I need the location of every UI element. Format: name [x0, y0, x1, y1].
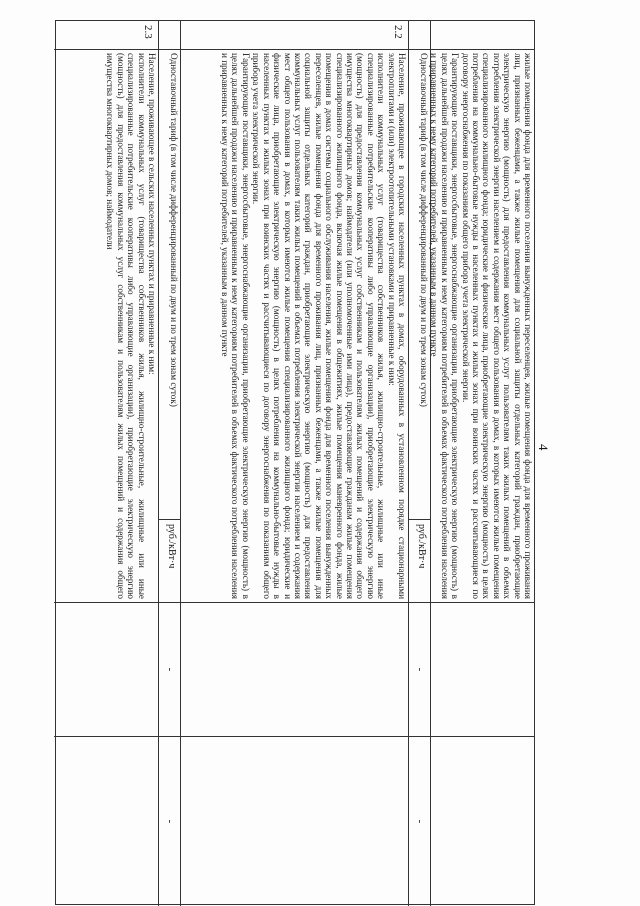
page-number: 4: [536, 444, 551, 451]
row-number-empty: [409, 21, 430, 49]
value-cell-1: [431, 602, 534, 736]
value-cell-1: [181, 602, 408, 736]
value-cell-1: [54, 602, 158, 736]
value-cell-2: [431, 736, 534, 906]
value-2: -: [409, 736, 430, 906]
paragraph: Гарантирующие поставщики, энергосбытовые, энергоснабжающие организации, приобретающие электрическую энергию (мощность) в целях дальнейшей продажи населению и приравненным к нему категориям потребителей в объемах фактического потребления населения и приравненных к нему категорий потребителей, указанным в данном пункте: [220, 53, 251, 599]
row-description: [431, 49, 534, 602]
row-number: [431, 21, 534, 49]
paragraph: Население, проживающее в городских населенных пунктах в домах, оборудованных в установленном порядке стационарными электроплитами и (или) электроотопительными установками и приравненные к ним:: [386, 53, 407, 599]
paragraph: Гарантирующие поставщики, энергосбытовые, энергоснабжающие организации, приобретающие электрическую энергию (мощность) в целях дальнейшей продажи населению и приравненным к нему категориям потребителей в объемах фактического потребления населения и приравненных к нему категорий потребителей, указанным в данном пункте: [429, 53, 461, 599]
row-description: [54, 49, 158, 602]
paragraph: исполнители коммунальных услуг (товарищества собственников жилья, жилищно-строительные, жилищные или иные специализированные потребительские кооперативы либо управляющие организации), приобретающие электрическую энергию (мощность) для предоставления коммунальных услуг собственникам и пользователям жилых помещений и содержания общего имущества многоквартирных домов; наймодатели (или уполномоченные ими лица), предоставляющие гражданам жилые помещения специализированного жилищного фонда, включая жилые помещения в общежитиях, жилые помещения маневренного фонда, жилые помещения в домах системы социального обслуживания населения, жилые помещения фонда для временного поселения вынужденных переселенцев, жилые помещения фонда для временного проживания лиц, признанных беженцами, а также жилые помещения для социальной защиты отдельных категорий граждан, приобретающие электрическую энергию (мощность) для предоставления коммунальных услуг пользователям таких жилых помещений в объемах потребления электрической энергии населением и содержания мест общего пользования в домах, в которых имеются жилые помещения специализированного жилищного фонда; юридические и физические лица, приобретающие электрическую энергию (мощность) в целях потребления на коммунально-бытовые нужды в населенных пунктах и жилых зонах при воинских частях и рассчитывающиеся по договору энергоснабжения по показаниям общего прибора учета электрической энергии.: [251, 53, 387, 599]
table-row: [158, 21, 180, 906]
unit-label: руб./кВт·ч: [159, 519, 180, 602]
unit-label: руб./кВт·ч: [409, 519, 430, 602]
tariff-label: Одноставочный тариф (в том числе дифференцированный по двум и по трем зонам суток): [159, 49, 180, 519]
paragraph: жилые помещения фонда для временного поселения вынужденных переселенцев, жилые помещения фонда для временного проживания лиц, признанных беженцами, а также жилые помещения для социальной защиты отдельных категорий граждан, приобретающие электрическую энергию (мощность) для предоставления коммунальных услуг пользователям таких жилых помещений в объемах потребления электрической энергии населением и содержания мест общего пользования в домах, в которых имеются жилые помещения специализированного жилищного фонда; юридические и физические лица, приобретающие электрическую энергию (мощность) в целях потребления на коммунально-бытовые нужды в населенных пунктах и жилых зонах при воинских частях и рассчитывающиеся по договору энергоснабжения по показаниям общего прибора учета электрической энергии.: [460, 53, 533, 599]
table-row: [54, 21, 158, 906]
tariff-table: [55, 20, 535, 905]
rotated-table-sheet: [65, 20, 557, 905]
paragraph: исполнители коммунальных услуг (товарищества собственников жилья, жилищно-строительные, жилищные или иные специализированные потребительские кооперативы либо управляющие организации), приобретающие электрическую энергию (мощность) для предоставления коммунальных услуг собственникам и пользователям жилых помещений и содержания общего имущества многоквартирных домов; наймодатели: [105, 53, 147, 599]
table-row: [408, 21, 430, 906]
row-number: 2.2: [392, 25, 404, 39]
value-cell-2: [54, 736, 158, 906]
tariff-label: Одноставочный тариф (в том числе дифференцированный по двум и по трем зонам суток): [409, 49, 430, 519]
value-1: -: [159, 602, 180, 736]
row-number-empty: [159, 21, 180, 49]
value-1: -: [409, 602, 430, 736]
row-number: 2.3: [142, 25, 154, 39]
paragraph: Население, проживающее в сельских населенных пунктах и приравненные к ним:: [147, 53, 157, 375]
table-row: [180, 21, 408, 906]
value-cell-2: [181, 736, 408, 906]
table-row: [430, 21, 534, 906]
row-description: [181, 49, 408, 602]
value-2: -: [159, 736, 180, 906]
